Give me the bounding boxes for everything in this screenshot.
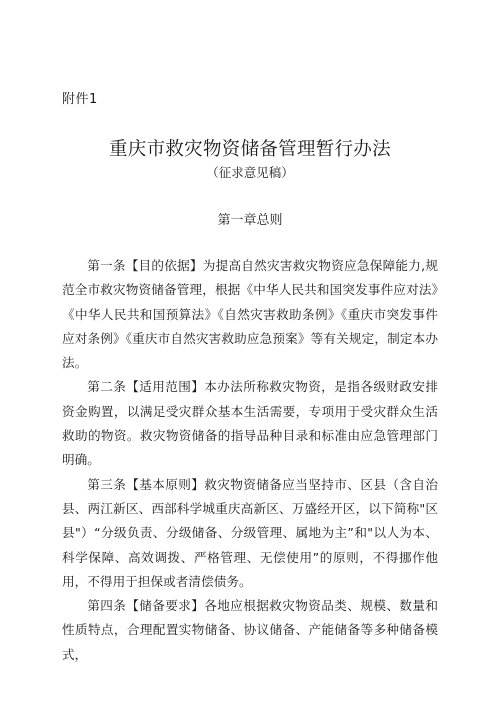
article-2-text: 第二条【适用范围】本办法所称救灾物资，是指各级财政安排资金购置，以满足受灾群众基本生活需要，专项用于受灾群众生活救助的物资。救灾物资储备的指导品种目录和标准由应急管理部门明确。 [62,379,438,468]
document-subtitle: （征求意见稿） [206,165,294,180]
chapter-heading: 第一章总则 [217,213,283,228]
article-3-text: 第三条【基本原则】救灾物资储备应当坚持市、区县（含自治县、两江新区、西部科学城重庆高新区、万盛经开区，以下简称"区县"）“分级负责、分级储备、分级管理、属地为主”和"以人为本、科学保障、高效调拨、严格管理、无偿使用”的原则，不得挪作他用，不得用于担保或者清偿债务。 [62,476,438,589]
article-2 [62,375,438,472]
document-body [62,254,438,667]
article-4 [62,594,438,667]
article-3 [62,473,438,594]
article-4-text: 第四条【储备要求】各地应根据救灾物资品类、规模、数量和性质特点，合理配置实物储备、协议储备、产能储备等多种储备模式， [62,598,438,662]
document-title: 重庆市救灾物资储备管理暂行办法 [108,139,391,160]
article-1-text: 第一条【目的依据】为提高自然灾害救灾物资应急保障能力,规范全市救灾物资储备管理，根据《中华人民共和国突发事件应对法》《中华人民共和国预算法》《自然灾害救助条例》《重庆市突发事件应对条例》《重庆市自然灾害救助应急预案》等有关规定，制定本办法。 [62,258,438,371]
attachment-label: 附件1 [62,92,98,107]
article-1 [62,254,438,375]
